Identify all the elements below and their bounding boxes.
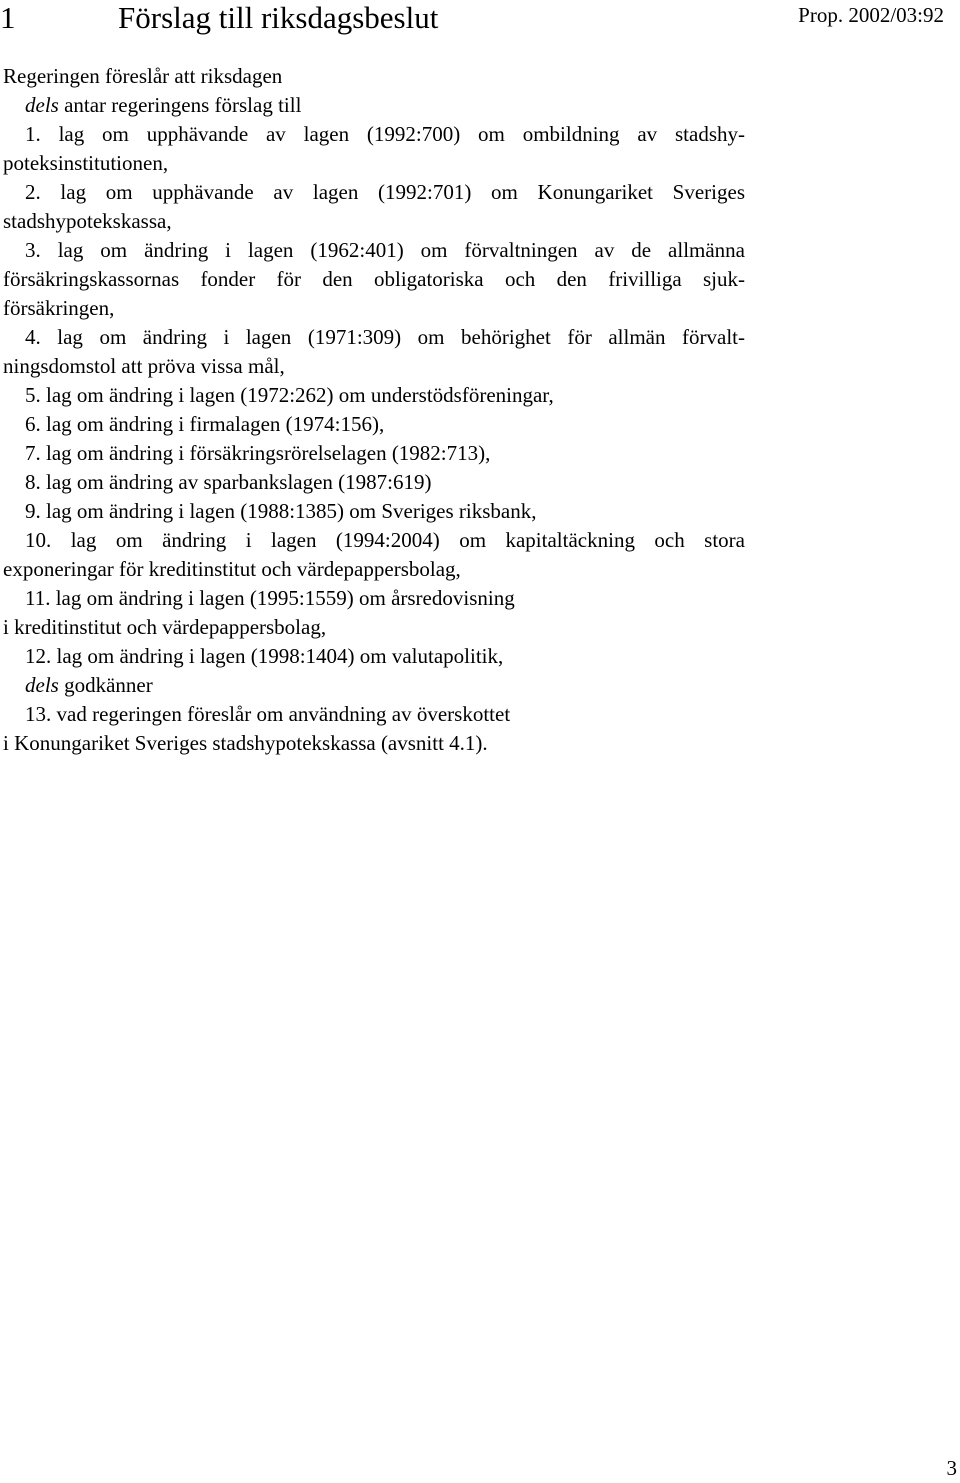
list-item-6: 6. lag om ändring i firmalagen (1974:156), [25,412,385,436]
list-item-1-line-2: poteksinstitutionen, [3,151,169,175]
dels-godkanner-line [3,671,745,700]
list-item-13-line-2: i Konungariket Sveriges stadshypotekskassa (avsnitt 4.1). [3,731,488,755]
chapter-title: Förslag till riksdagsbeslut [118,0,439,35]
list-item-3-line-3: försäkringen, [3,296,115,320]
dels-antar-text: antar regeringens förslag till [58,93,302,117]
list-item-8: 8. lag om ändring av sparbankslagen (1987:619) [25,470,432,494]
list-item-13-line-1: 13. vad regeringen föreslår om användning av överskottet [25,702,511,726]
list-item-7: 7. lag om ändring i försäkringsrörelselagen (1982:713), [25,441,491,465]
intro-line: Regeringen föreslår att riksdagen [3,64,283,88]
list-item-4-line-2: ningsdomstol att pröva vissa mål, [3,354,285,378]
list-item-2-line-2: stadshypotekskassa, [3,209,172,233]
list-item-3-line-1: 3. lag om ändring i lagen (1962:401) om förvaltningen av de allmänna [25,238,745,262]
list-item-10-line-2: exponeringar för kreditinstitut och värdepappersbolag, [3,557,461,581]
list-item-1-line-1: 1. lag om upphävande av lagen (1992:700) om ombildning av stadshy- [25,122,745,146]
list-item-11-line-1: 11. lag om ändring i lagen (1995:1559) om årsredovisning [25,586,515,610]
dels-godkanner-text: godkänner [58,673,153,697]
list-item-5: 5. lag om ändring i lagen (1972:262) om understödsföreningar, [25,383,554,407]
list-item-9: 9. lag om ändring i lagen (1988:1385) om Sveriges riksbank, [25,499,537,523]
chapter-number: 1 [0,0,16,35]
list-item-11-line-2: i kreditinstitut och värdepappersbolag, [3,615,327,639]
list-item-12: 12. lag om ändring i lagen (1998:1404) om valutapolitik, [25,644,504,668]
list-item-3-line-2: försäkringskassornas fonder för den obligatoriska och den frivilliga sjuk- [3,267,745,291]
dels-emphasis-second: dels [25,673,59,697]
page-number: 3 [946,1456,957,1480]
list-item-10-line-1: 10. lag om ändring i lagen (1994:2004) om kapitaltäckning och stora [25,528,745,552]
list-item-4-line-1: 4. lag om ändring i lagen (1971:309) om behörighet för allmän förvalt- [25,325,745,349]
proposal-body [3,62,745,758]
list-item-2-line-1: 2. lag om upphävande av lagen (1992:701) om Konungariket Sveriges [25,180,745,204]
dels-antar-line [3,91,745,120]
dels-emphasis: dels [25,93,59,117]
prop-reference: Prop. 2002/03:92 [798,3,944,27]
